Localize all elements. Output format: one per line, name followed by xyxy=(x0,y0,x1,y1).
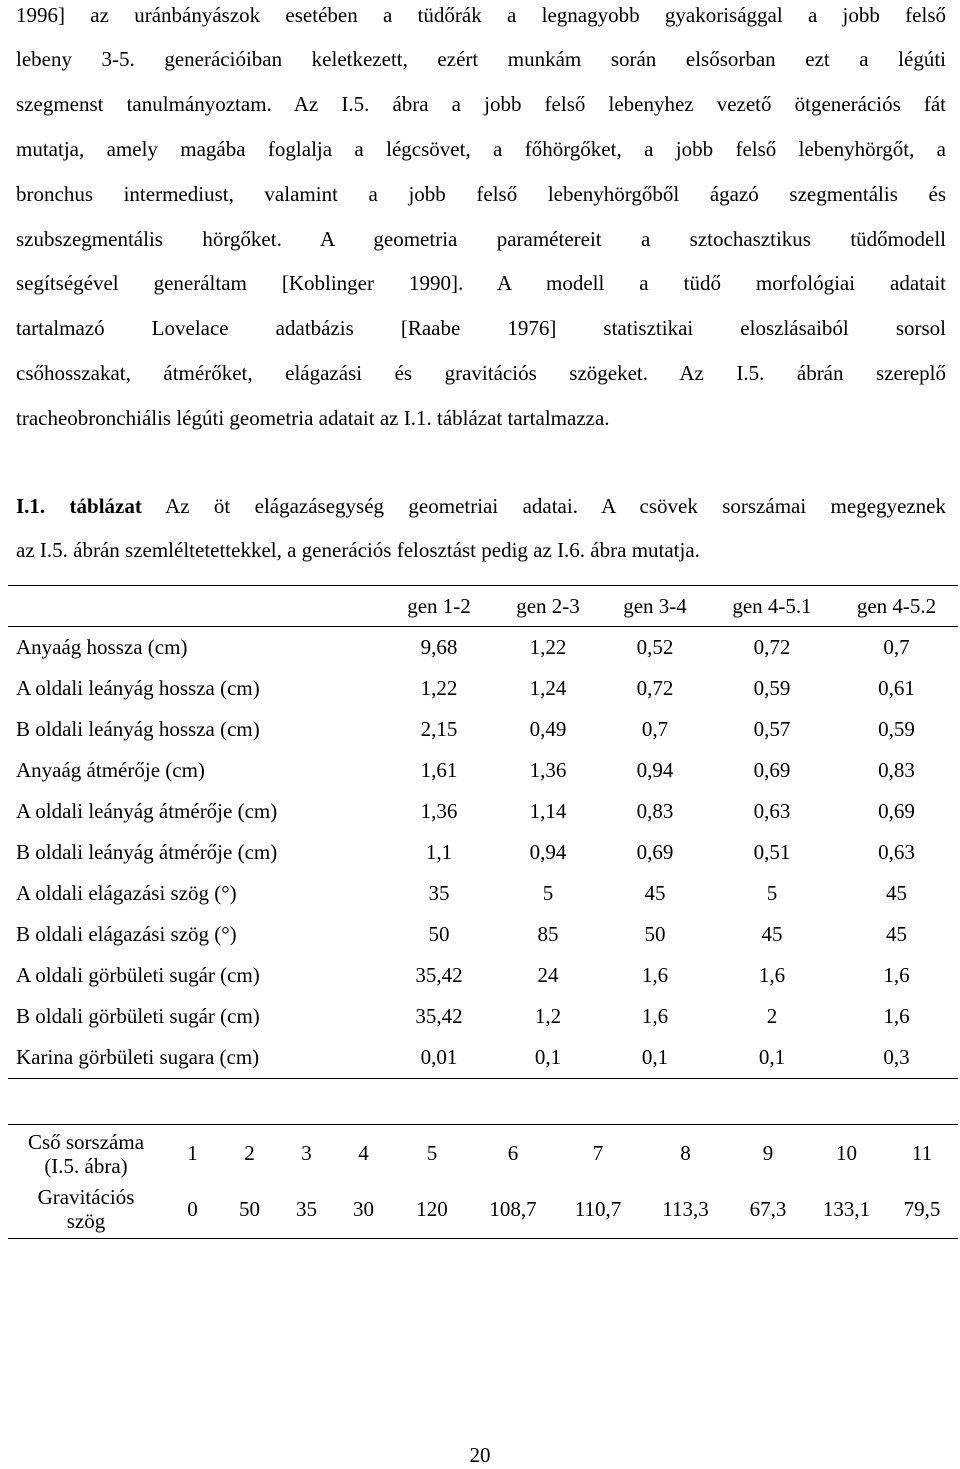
table-cell: 1,14 xyxy=(529,799,567,823)
paragraph-line: tracheobronchiális légúti geometria adatait az I.1. táblázat tartalmazza. xyxy=(16,406,610,430)
table-cell: 0,3 xyxy=(883,1045,910,1069)
table-row xyxy=(8,996,958,1037)
table-cell: 0,63 xyxy=(878,840,915,864)
table-cell: 2 xyxy=(244,1141,255,1165)
caption-line xyxy=(16,493,946,519)
row-label xyxy=(8,1126,164,1181)
table-cell: 30 xyxy=(353,1196,374,1221)
table-cell: 50 xyxy=(644,922,666,946)
table-cell: 0,69 xyxy=(636,840,674,864)
tube-table-top-rule xyxy=(8,1124,958,1125)
table-row xyxy=(8,750,958,791)
row-label: B oldali elágazási szög (°) xyxy=(16,922,237,946)
caption-label: I.1. táblázat xyxy=(16,494,142,518)
table-cell: 24 xyxy=(537,963,559,987)
table-cell: 0,7 xyxy=(883,635,910,659)
paragraph-line: szubszegmentális hörgőket. A geometria paramétereit a sztochasztikus tüdőmodell xyxy=(16,227,946,251)
table-cell: 3 xyxy=(301,1141,312,1165)
table-cell: 0,83 xyxy=(636,799,674,823)
table-row xyxy=(8,668,958,709)
table-cell: 0,72 xyxy=(753,635,791,659)
table-cell: 79,5 xyxy=(903,1196,941,1221)
table-cell: 0,69 xyxy=(753,758,791,782)
table-cell: 108,7 xyxy=(489,1196,537,1221)
table-cell: 0,52 xyxy=(636,635,674,659)
column-header xyxy=(8,586,383,627)
table-header-row xyxy=(8,586,958,627)
table-cell: 1,1 xyxy=(425,840,453,864)
table-cell: 1,6 xyxy=(758,963,786,987)
column-header: gen 3-4 xyxy=(601,586,709,627)
table-cell: 11 xyxy=(911,1141,933,1165)
table-cell: 110,7 xyxy=(574,1196,622,1221)
row-label-line: Gravitációs xyxy=(37,1185,135,1209)
table-cell: 35,42 xyxy=(415,1004,463,1028)
table-cell: 1,61 xyxy=(420,758,458,782)
table-cell: 45 xyxy=(761,922,783,946)
table-cell: 45 xyxy=(886,881,907,905)
table-cell: 0,57 xyxy=(753,717,791,741)
table-cell: 0,59 xyxy=(753,676,791,700)
table-cell: 9,68 xyxy=(420,635,458,659)
table-row xyxy=(8,791,958,832)
column-header: gen 1-2 xyxy=(383,586,495,627)
table-cell: 1,6 xyxy=(641,1004,669,1028)
gravity-angle-row xyxy=(8,1181,958,1237)
column-header: gen 2-3 xyxy=(495,586,601,627)
table-row xyxy=(8,709,958,750)
table-cell: 9 xyxy=(762,1141,774,1165)
table-cell: 0,72 xyxy=(636,676,674,700)
table-cell: 35 xyxy=(428,881,450,905)
table-cell: 35 xyxy=(296,1196,317,1221)
table-cell: 1,6 xyxy=(641,963,669,987)
row-label: B oldali leányág hossza (cm) xyxy=(16,717,260,741)
table-cell: 5 xyxy=(766,881,778,905)
row-label-line: Cső sorszáma xyxy=(27,1129,145,1154)
table-cell: 85 xyxy=(537,922,559,946)
caption-line: az I.5. ábrán szemléltetettekkel, a generációs felosztást pedig az I.6. ábra mutatja. xyxy=(16,538,700,562)
tube-angle-table xyxy=(8,1126,958,1237)
table-cell: 0,83 xyxy=(878,758,915,782)
table-cell: 4 xyxy=(358,1141,369,1165)
table-cell: 7 xyxy=(592,1141,604,1165)
table-cell: 2 xyxy=(766,1004,778,1028)
paragraph-line: csőhosszakat, átmérőket, elágazási és gravitációs szögeket. Az I.5. ábrán szereplő xyxy=(16,361,946,385)
table-cell: 1 xyxy=(187,1141,198,1165)
page-number: 20 xyxy=(469,1443,491,1467)
table-cell: 0 xyxy=(187,1196,198,1221)
row-label: Karina görbületi sugara (cm) xyxy=(16,1045,260,1069)
row-label: A oldali görbületi sugár (cm) xyxy=(16,963,260,987)
table-cell: 0,01 xyxy=(420,1045,458,1069)
row-label: B oldali görbületi sugár (cm) xyxy=(16,1004,260,1028)
tube-number-row xyxy=(8,1126,958,1181)
table-cell: 0,69 xyxy=(878,799,915,823)
row-label: A oldali elágazási szög (°) xyxy=(16,881,237,905)
table-row xyxy=(8,955,958,996)
table-cell: 2,15 xyxy=(420,717,458,741)
table-cell: 35,42 xyxy=(415,963,463,987)
table-cell: 120 xyxy=(416,1196,448,1221)
table-bottom-rule xyxy=(8,1078,958,1079)
table-cell: 0,1 xyxy=(758,1045,786,1069)
paragraph-line: segítségével generáltam [Koblinger 1990]. A modell a tüdő morfológiai adatait xyxy=(16,271,946,295)
table-cell: 0,1 xyxy=(534,1045,562,1069)
table-cell: 0,51 xyxy=(753,840,791,864)
table-cell: 1,36 xyxy=(529,758,567,782)
table-cell: 113,3 xyxy=(662,1196,709,1221)
table-row xyxy=(8,832,958,873)
table-cell: 1,6 xyxy=(883,963,910,987)
paragraph-line: 1996] az uránbányászok esetében a tüdőrák a legnagyobb gyakorisággal a jobb felső xyxy=(16,3,946,27)
column-header: gen 4-5.2 xyxy=(835,586,958,627)
row-label: Anyaág hossza (cm) xyxy=(16,635,188,659)
row-label-line: szög xyxy=(66,1209,106,1233)
table-cell: 8 xyxy=(680,1141,691,1165)
table-cell: 133,1 xyxy=(822,1196,871,1221)
table-cell: 1,2 xyxy=(534,1004,562,1028)
paragraph-line: tartalmazó Lovelace adatbázis [Raabe 1976] statisztikai eloszlásaiból sorsol xyxy=(16,316,946,340)
table-cell: 45 xyxy=(644,881,666,905)
table-cell: 5 xyxy=(426,1141,438,1165)
column-header: gen 4-5.1 xyxy=(709,586,835,627)
table-cell: 1,24 xyxy=(529,676,567,700)
table-cell: 0,61 xyxy=(878,676,915,700)
geometry-table xyxy=(8,586,958,1078)
row-label-line: (I.5. ábra) xyxy=(44,1153,128,1178)
table-cell: 0,7 xyxy=(641,717,669,741)
tube-table-bottom-rule xyxy=(8,1238,958,1239)
table-cell: 6 xyxy=(507,1141,519,1165)
paragraph-line: szegmenst tanulmányoztam. Az I.5. ábra a jobb felső lebenyhez vezető ötgenerációs fát xyxy=(16,92,946,116)
row-label: Anyaág átmérője (cm) xyxy=(16,758,205,782)
row-label: A oldali leányág hossza (cm) xyxy=(16,676,260,700)
caption-text: Az öt elágazásegység geometriai adatai. A csövek sorszámai megegyeznek xyxy=(141,494,946,518)
table-cell: 0,94 xyxy=(636,758,674,782)
table-cell: 45 xyxy=(886,922,907,946)
table-cell: 10 xyxy=(836,1141,857,1165)
table-cell: 50 xyxy=(239,1196,260,1221)
table-cell: 67,3 xyxy=(749,1196,787,1221)
table-cell: 0,49 xyxy=(529,717,567,741)
row-label xyxy=(8,1181,164,1237)
table-cell: 1,6 xyxy=(883,1004,910,1028)
paragraph-line: lebeny 3-5. generációiban keletkezett, ezért munkám során elsősorban ezt a légúti xyxy=(16,47,946,71)
table-cell: 0,94 xyxy=(529,840,567,864)
table-cell: 1,36 xyxy=(420,799,458,823)
table-cell: 0,1 xyxy=(641,1045,669,1069)
paragraph-line: bronchus intermediust, valamint a jobb felső lebenyhörgőből ágazó szegmentális és xyxy=(16,182,946,206)
paragraph-line: mutatja, amely magába foglalja a légcsövet, a főhörgőket, a jobb felső lebenyhörgőt, a xyxy=(16,137,946,161)
table-cell: 0,59 xyxy=(878,717,915,741)
table-row xyxy=(8,1037,958,1078)
table-cell: 1,22 xyxy=(420,676,458,700)
table-cell: 5 xyxy=(542,881,554,905)
table-row xyxy=(8,914,958,955)
table-row xyxy=(8,627,958,669)
row-label: A oldali leányág átmérője (cm) xyxy=(16,799,278,823)
row-label: B oldali leányág átmérője (cm) xyxy=(16,840,278,864)
table-row xyxy=(8,873,958,914)
table-cell: 0,63 xyxy=(753,799,791,823)
table-cell: 1,22 xyxy=(529,635,567,659)
table-cell: 50 xyxy=(428,922,450,946)
